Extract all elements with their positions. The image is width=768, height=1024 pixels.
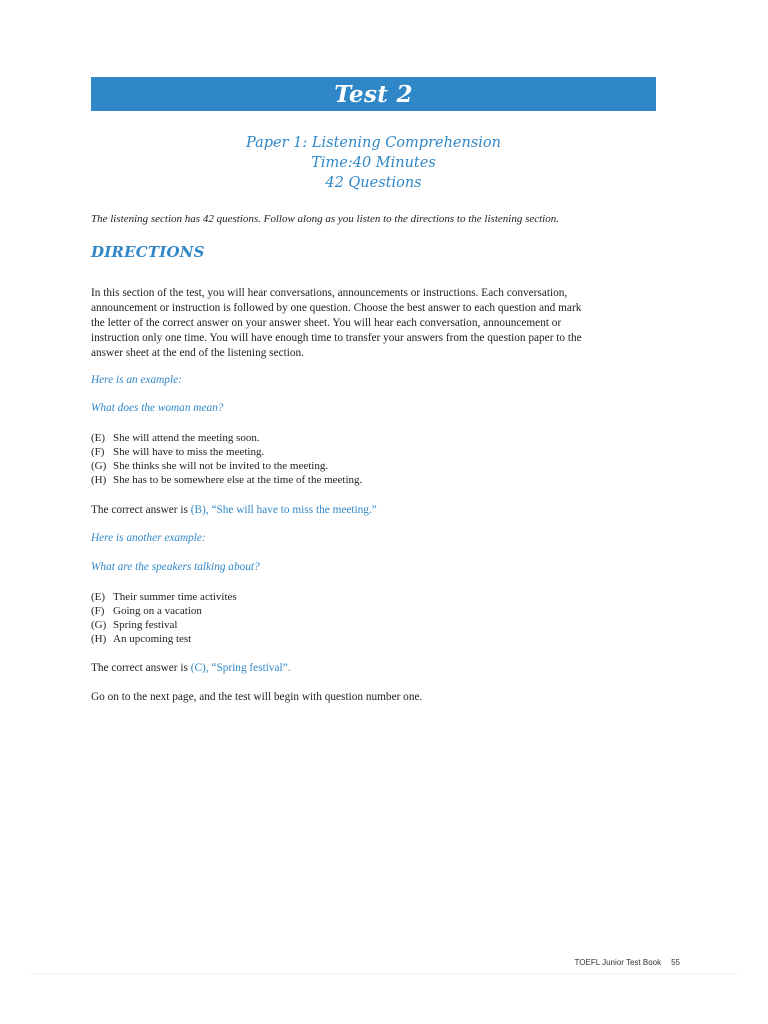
footer-book-title: TOEFL Junior Test Book (574, 958, 662, 967)
option-text: An upcoming test (113, 633, 192, 645)
option-text: Going on a vacation (113, 605, 202, 617)
page-footer (575, 958, 680, 967)
paper-title: Paper 1: Listening Comprehension (246, 135, 501, 151)
option-text: Spring festival (113, 619, 178, 631)
option-letter: (E) (91, 432, 106, 444)
test-title-banner (91, 77, 656, 111)
option-letter: (E) (91, 591, 106, 603)
option-item (91, 618, 237, 632)
intro-text: The listening section has 42 questions. Follow along as you listen to the directions to the listening section. (91, 213, 559, 225)
directions-paragraph (91, 286, 661, 361)
option-text: Their summer time activites (113, 591, 237, 603)
correct-answer-line (91, 503, 377, 518)
directions-line: the letter of the correct answer on your answer sheet. You will hear each conversation, announcement or (91, 317, 562, 329)
example-options (91, 431, 362, 487)
directions-line: answer sheet at the end of the listening section. (91, 347, 305, 359)
test-title: Test 2 (334, 80, 413, 108)
directions-line: announcement or instruction is followed by one question. Choose the best answer to each question and mark (91, 302, 582, 314)
paper-heading (91, 133, 656, 193)
example-question: What are the speakers talking about? (91, 561, 260, 573)
option-item (91, 431, 362, 445)
example-question: What does the woman mean? (91, 402, 224, 414)
option-text: She will attend the meeting soon. (113, 432, 260, 444)
option-letter: (G) (91, 460, 107, 472)
option-item (91, 632, 237, 646)
option-text: She will have to miss the meeting. (113, 446, 265, 458)
directions-line: instruction only one time. You will have enough time to transfer your answers from the question paper to the (91, 332, 582, 344)
example-options (91, 590, 237, 646)
example-label: Here is another example: (91, 532, 206, 544)
footer-divider (30, 973, 738, 974)
option-text: She has to be somewhere else at the time of the meeting. (113, 474, 363, 486)
option-item (91, 445, 362, 459)
directions-line: In this section of the test, you will hear conversations, announcements or instructions. Each conversation, (91, 287, 568, 299)
closing-instruction: Go on to the next page, and the test will begin with question number one. (91, 691, 423, 703)
answer-prefix: The correct answer is (91, 662, 191, 674)
option-letter: (F) (91, 605, 105, 617)
correct-answer-line (91, 661, 291, 676)
page-number: 55 (671, 958, 680, 967)
answer-value: (C), “Spring festival”. (190, 662, 291, 674)
answer-prefix: The correct answer is (91, 504, 191, 516)
option-letter: (F) (91, 446, 105, 458)
directions-heading: DIRECTIONS (91, 243, 205, 261)
option-item (91, 590, 237, 604)
paper-time: Time:40 Minutes (311, 155, 436, 171)
option-letter: (H) (91, 474, 107, 486)
example-label: Here is an example: (91, 374, 182, 386)
paper-question-count: 42 Questions (325, 175, 422, 191)
option-item (91, 473, 362, 487)
answer-value: (B), “She will have to miss the meeting.” (190, 504, 377, 516)
option-letter: (H) (91, 633, 107, 645)
option-item (91, 459, 362, 473)
option-item (91, 604, 237, 618)
option-text: She thinks she will not be invited to the meeting. (113, 460, 329, 472)
option-letter: (G) (91, 619, 107, 631)
